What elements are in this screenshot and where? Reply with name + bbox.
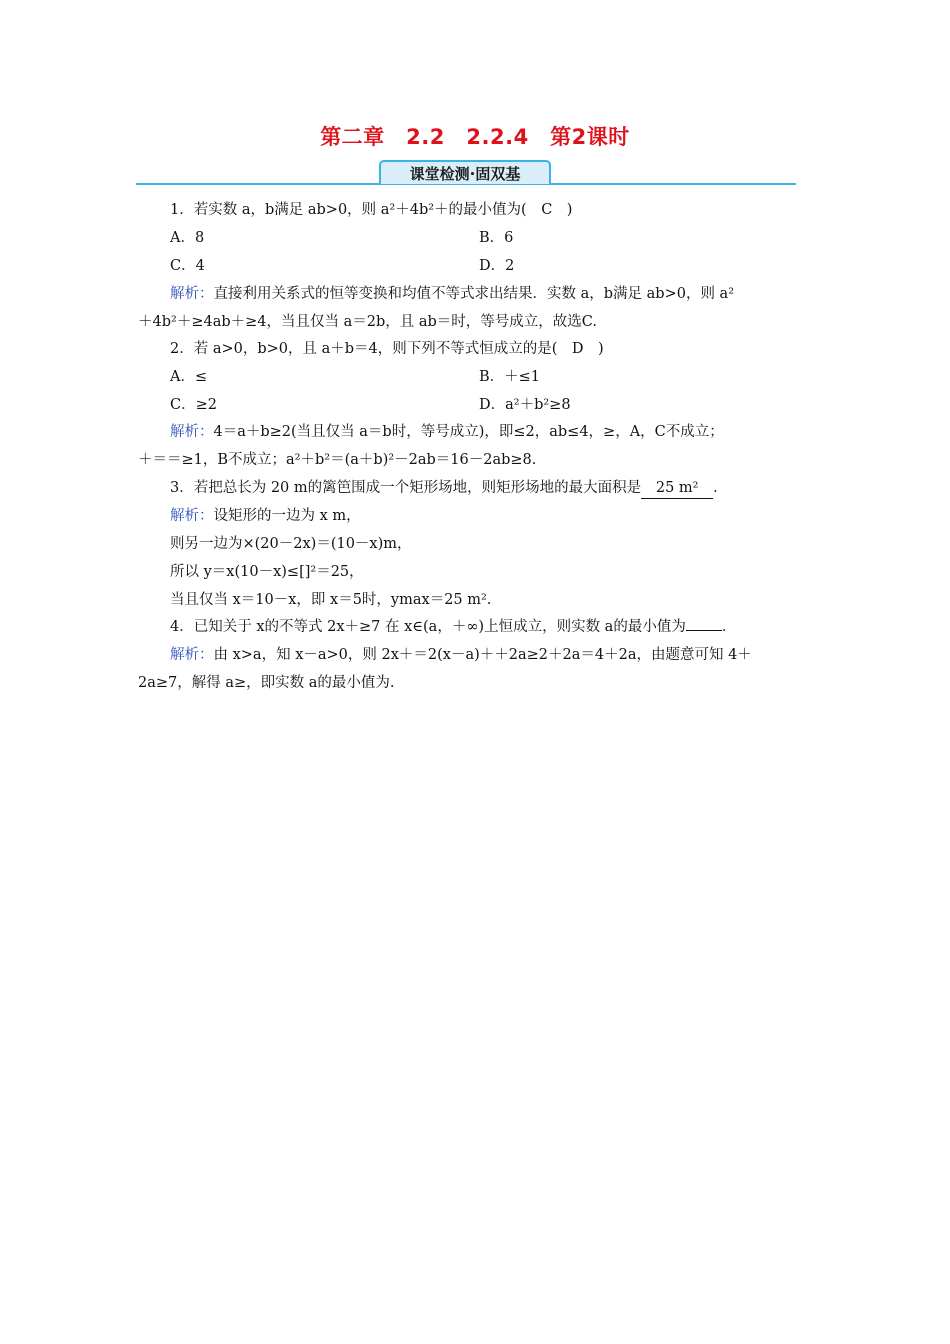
q4-analysis-label: 解析： (170, 647, 214, 663)
q4-stem-end: ． (721, 619, 737, 635)
q2-analysis-label: 解析： (170, 424, 214, 440)
q2-analysis-line-2: ＋＝＝≥1，B不成立；a²＋b²＝(a＋b)²－2ab＝16－2ab≥8. (138, 452, 537, 468)
q2-option-b: B．＋≤1 (479, 369, 541, 385)
q1-analysis-line-2: ＋4b²＋≥4ab＋≥4，当且仅当 a＝2b，且 ab＝时，等号成立，故选C. (138, 314, 597, 330)
q4-analysis-text-1: 由 x>a，知 x－a>0，则 2x＋＝2(x－a)＋＋2a≥2＋2a＝4＋2a，由题意可知 4＋ (213, 647, 752, 663)
q3-analysis-label: 解析： (170, 508, 214, 524)
section-band-label: 课堂检测·固双基 (379, 160, 551, 184)
q3-answer-blank: 25 m² (641, 478, 713, 499)
q2-analysis-text-1: 4＝a＋b≥2(当且仅当 a＝b时，等号成立)，即≤2，ab≤4，≥，A，C不成立； (213, 424, 724, 440)
q3-stem-text: 3．若把总长为 20 m的篱笆围成一个矩形场地，则矩形场地的最大面积是 (170, 480, 642, 496)
q1-option-b: B．6 (479, 230, 514, 246)
q3-analysis-line-4: 当且仅当 x＝10－x，即 x＝5时，ymax＝25 m². (170, 592, 492, 608)
q2-option-a: A．≤ (170, 369, 208, 385)
q3-stem (170, 478, 728, 499)
q4-stem (170, 617, 736, 637)
q4-stem-text: 4．已知关于 x的不等式 2x＋≥7 在 x∈(a，＋∞)上恒成立，则实数 a的最小值为 (170, 619, 686, 635)
q1-analysis-line-1 (170, 284, 734, 304)
q2-option-d: D．a²＋b²≥8 (479, 397, 571, 413)
q4-analysis-line-1 (170, 645, 752, 665)
q3-analysis-line-1 (170, 506, 361, 526)
q2-option-c: C．≥2 (170, 397, 217, 413)
q3-analysis-line-3: 所以 y＝x(10－x)≤[]²＝25， (170, 564, 364, 580)
q3-stem-end: ． (713, 480, 728, 496)
q1-stem: 1．若实数 a，b满足 ab>0，则 a²＋4b²＋的最小值为( C ) (170, 202, 573, 218)
q2-stem: 2．若 a>0，b>0，且 a＋b＝4，则下列不等式恒成立的是( D ) (170, 341, 604, 357)
q3-analysis-line-2: 则另一边为×(20－2x)＝(10－x)m， (170, 536, 412, 552)
q1-analysis-text-1: 直接利用关系式的恒等变换和均值不等式求出结果．实数 a，b满足 ab>0，则 a² (213, 286, 735, 302)
q2-analysis-line-1 (170, 422, 724, 442)
page-title: 第二章 2.2 2.2.4 第2课时 (320, 125, 630, 149)
q1-option-c: C．4 (170, 258, 205, 274)
q1-analysis-label: 解析： (170, 286, 214, 302)
q1-option-d: D．2 (479, 258, 515, 274)
q3-analysis-text-1: 设矩形的一边为 x m， (213, 508, 361, 524)
q1-option-a: A．8 (170, 230, 205, 246)
q4-answer-blank (686, 630, 722, 631)
q4-analysis-line-2: 2a≥7，解得 a≥，即实数 a的最小值为. (138, 675, 395, 691)
